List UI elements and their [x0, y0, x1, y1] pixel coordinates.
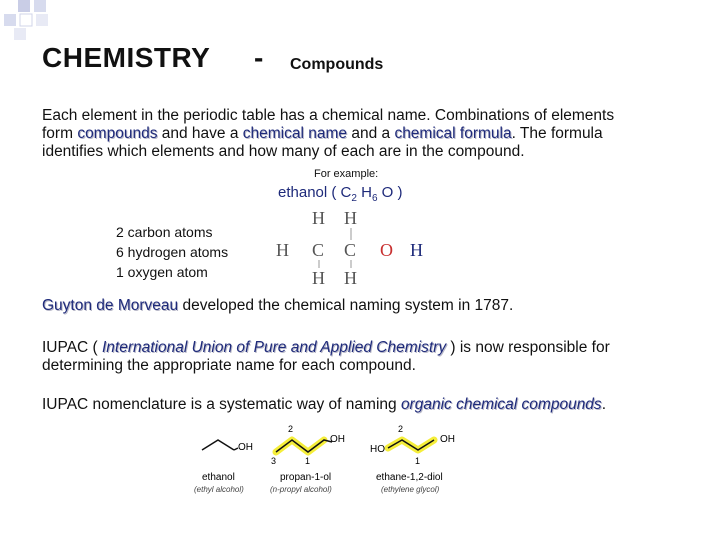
page-subtitle: Compounds	[290, 56, 384, 73]
compounds-link[interactable]: compounds	[77, 125, 158, 142]
oh-label: OH	[440, 434, 455, 445]
atom-count-hydrogen: 6 hydrogen atoms	[116, 244, 229, 260]
structure-name: ethanol	[202, 472, 235, 483]
atom-h: H	[344, 268, 357, 288]
organic-compounds-link[interactable]: organic chemical compounds	[400, 396, 602, 413]
guyton-link[interactable]: Guyton de Morveau	[42, 297, 179, 314]
structure-common-name: (ethylene glycol)	[381, 485, 440, 494]
atom-count-oxygen: 1 oxygen atom	[116, 264, 208, 280]
ho-label: HO	[370, 444, 385, 455]
structure-name: propan-1-ol	[280, 472, 332, 483]
oh-label: OH	[330, 434, 345, 445]
bond-lines	[270, 204, 440, 294]
atom-count-list	[116, 222, 228, 282]
structure-name: ethane-1,2-diol	[376, 472, 443, 483]
atom-c: C	[312, 240, 325, 260]
example-label: For example:	[314, 168, 379, 180]
structure-common-name: (n-propyl alcohol)	[270, 485, 332, 494]
carbon-number: 2	[398, 424, 404, 434]
iupac-link[interactable]: International Union of Pure and Applied Chemistry	[102, 339, 447, 356]
intro-line-2: form compounds and have a chemical name and a chemical formula. The formula	[42, 125, 603, 142]
chemical-name-link[interactable]: chemical name	[242, 125, 348, 142]
atom-h: H	[344, 208, 357, 228]
intro-paragraph	[42, 107, 614, 161]
structure-common-name: (ethyl alcohol)	[194, 485, 244, 494]
oh-label: OH	[238, 442, 253, 453]
guyton-paragraph: Guyton de Morveau developed the chemical naming system in 1787.	[42, 297, 514, 314]
title-dash: -	[254, 42, 264, 73]
atom-count-carbon: 2 carbon atoms	[116, 224, 213, 240]
propanol-skeletal	[270, 424, 345, 494]
intro-line-1: Each element in the periodic table has a chemical name. Combinations of elements	[42, 107, 615, 124]
iupac-paragraph: IUPAC ( International Union of Pure and Applied Chemistry ) is now responsible for determining the appropriate name for each compound.	[42, 339, 610, 374]
chemical-formula-link[interactable]: chemical formula	[394, 125, 512, 142]
skeletal-structures	[180, 418, 480, 500]
atom-o: O	[380, 240, 393, 260]
ethanol-formula: ethanol ( $C_2$ $H_6$ O )	[278, 184, 403, 204]
atom-h: H	[312, 268, 325, 288]
atom-h: H	[312, 208, 325, 228]
ethanediol-skeletal	[370, 424, 455, 494]
atom-c: C	[344, 240, 357, 260]
carbon-number: 1	[305, 456, 311, 466]
nomenclature-paragraph: IUPAC nomenclature is a systematic way of naming organic chemical compounds.	[42, 396, 606, 413]
intro-line-3: identifies which elements and how many of each are in the compound.	[42, 143, 525, 160]
atom-h: H	[276, 240, 289, 260]
carbon-number: 2	[288, 424, 294, 434]
carbon-number: 1	[415, 456, 421, 466]
page-title: CHEMISTRY	[42, 42, 211, 73]
carbon-number: 3	[271, 456, 277, 466]
atom-h: H	[410, 240, 423, 260]
ethanol-skeletal	[194, 440, 253, 494]
